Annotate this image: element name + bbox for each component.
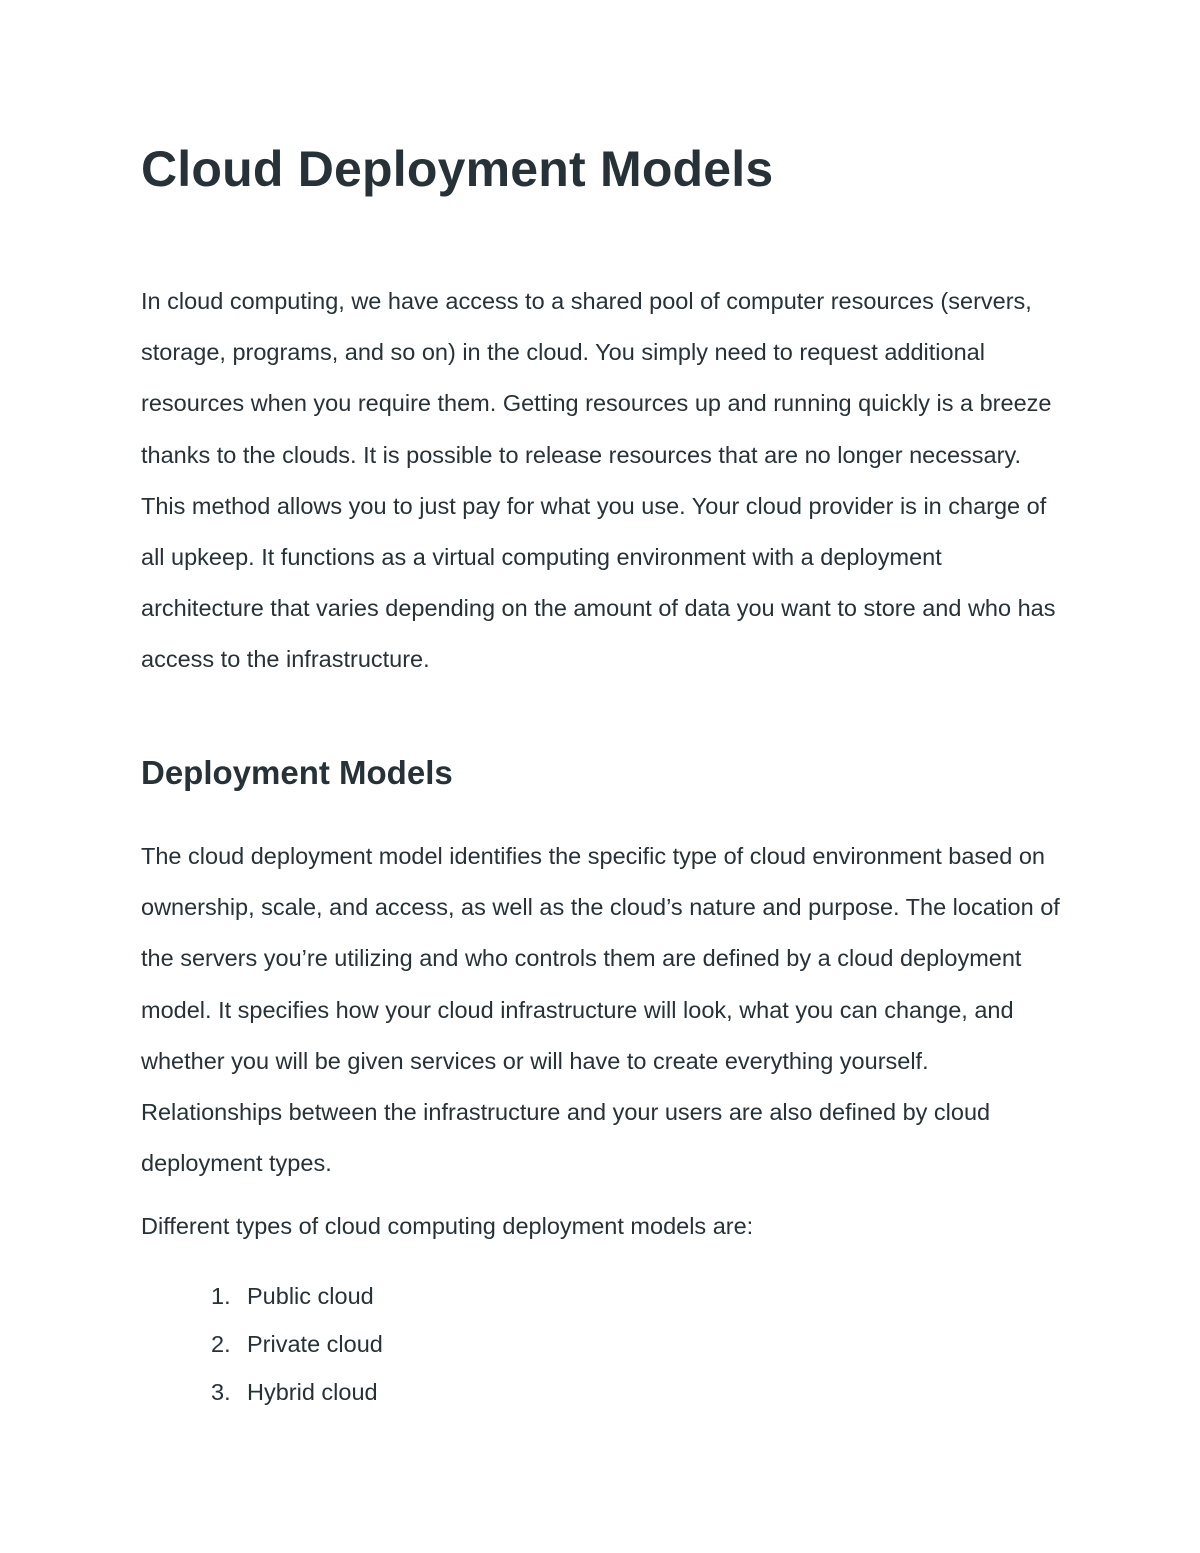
list-item xyxy=(211,1368,383,1416)
section-paragraph: The cloud deployment model identifies the specific type of cloud environment based on ownership, scale, and access, as well as the cloud’s nature and purpose. The location of the servers you’re utilizing and who controls them are defined by a cloud deployment model. It specifies how your cloud infrastructure will look, what you can change, and whether you will be given services or will have to create everything yourself. Relationships between the infrastructure and your users are also defined by cloud deployment types. xyxy=(141,843,1060,1177)
list-item-number: 1. xyxy=(211,1283,231,1309)
page-title: Cloud Deployment Models xyxy=(141,141,774,197)
list-item xyxy=(211,1320,383,1368)
list-item-number: 2. xyxy=(211,1331,231,1357)
list-item-number: 3. xyxy=(211,1379,231,1405)
deployment-models-list xyxy=(211,1272,383,1416)
document-content xyxy=(141,136,1071,1405)
section-heading: Deployment Models xyxy=(141,754,453,791)
list-item-label: Private cloud xyxy=(247,1331,383,1357)
intro-paragraph: In cloud computing, we have access to a shared pool of computer resources (servers, storage, programs, and so on) in the cloud. You simply need to request additional resources when you require them. Getting resources up and running quickly is a breeze thanks to the clouds. It is possible to release resources that are no longer necessary. This method allows you to just pay for what you use. Your cloud provider is in charge of all upkeep. It functions as a virtual computing environment with a deployment architecture that varies depending on the amount of data you want to store and who has access to the infrastructure. xyxy=(141,288,1056,673)
list-item-label: Hybrid cloud xyxy=(247,1379,378,1405)
list-intro: Different types of cloud computing deployment models are: xyxy=(141,1213,754,1239)
list-item-label: Public cloud xyxy=(247,1283,374,1309)
list-item xyxy=(211,1272,383,1320)
